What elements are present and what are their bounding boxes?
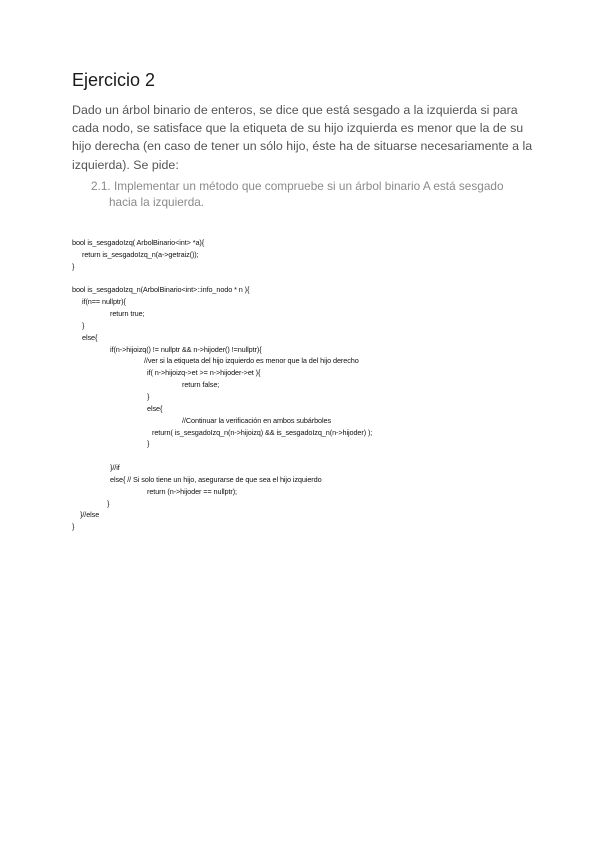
code-line: } (72, 261, 75, 271)
code-line (72, 273, 372, 285)
intro-paragraph (72, 101, 532, 174)
code-line: return false; (182, 380, 220, 390)
intro-line: cada nodo, se satisface que la etiqueta de su hijo izquierda es menor que la de su (72, 121, 524, 136)
code-line: return (n->hijoder == nullptr); (147, 486, 237, 496)
code-line: } (107, 498, 110, 508)
code-line: //ver si la etiqueta del hijo izquierdo es menor que la del hijo derecho (144, 356, 359, 366)
code-line (72, 450, 372, 462)
exercise-title: Ejercicio 2 (72, 70, 156, 90)
code-line: }//if (110, 463, 120, 473)
code-line: }//else (80, 510, 100, 520)
list-item-text: Implementar un método que compruebe si un árbol binario A está sesgado (113, 179, 504, 193)
intro-line: izquierda). Se pide: (72, 157, 179, 172)
list-item (91, 178, 531, 210)
code-line: else{ (82, 332, 98, 342)
code-line: } (82, 320, 85, 330)
code-line: } (72, 522, 75, 532)
intro-line: Dado un árbol binario de enteros, se dice que está sesgado a la izquierda si para (72, 103, 518, 117)
code-line: } (147, 439, 150, 449)
code-line: else{ // Si solo tiene un hijo, asegurarse de que sea el hijo izquierdo (110, 474, 322, 484)
code-line: bool is_sesgadoIzq( ArbolBinario<int> *a){ (72, 238, 205, 247)
code-line: if(n== nullptr){ (82, 297, 126, 307)
code-line: return is_sesgadoIzq_n(a->getraiz()); (82, 249, 199, 259)
code-line: if(n->hijoizq() != nullptr && n->hijoder() !=nullptr){ (110, 344, 262, 354)
code-line: //Continuar la verificación en ambos subárboles (182, 415, 332, 425)
code-line: if( n->hijoizq->et >= n->hijoder->et ){ (147, 368, 261, 378)
list-item-line: hacia la izquierda. (109, 195, 205, 210)
list-item-number: 2.1. (91, 179, 111, 193)
intro-line: hijo derecha (en caso de tener un sólo hijo, éste ha de situarse necesariamente a la (72, 139, 533, 154)
code-line: } (147, 391, 150, 401)
code-line: return true; (110, 309, 145, 319)
code-block (72, 237, 372, 533)
code-line: return( is_sesgadoIzq_n(n->hijoizq) && is_sesgadoIzq_n(n->hijoder) ); (152, 427, 373, 437)
code-line: bool is_sesgadoIzq_n(ArbolBinario<int>::info_nodo * n ){ (72, 285, 250, 295)
code-line: else{ (147, 403, 163, 413)
list-item-line (91, 178, 531, 194)
